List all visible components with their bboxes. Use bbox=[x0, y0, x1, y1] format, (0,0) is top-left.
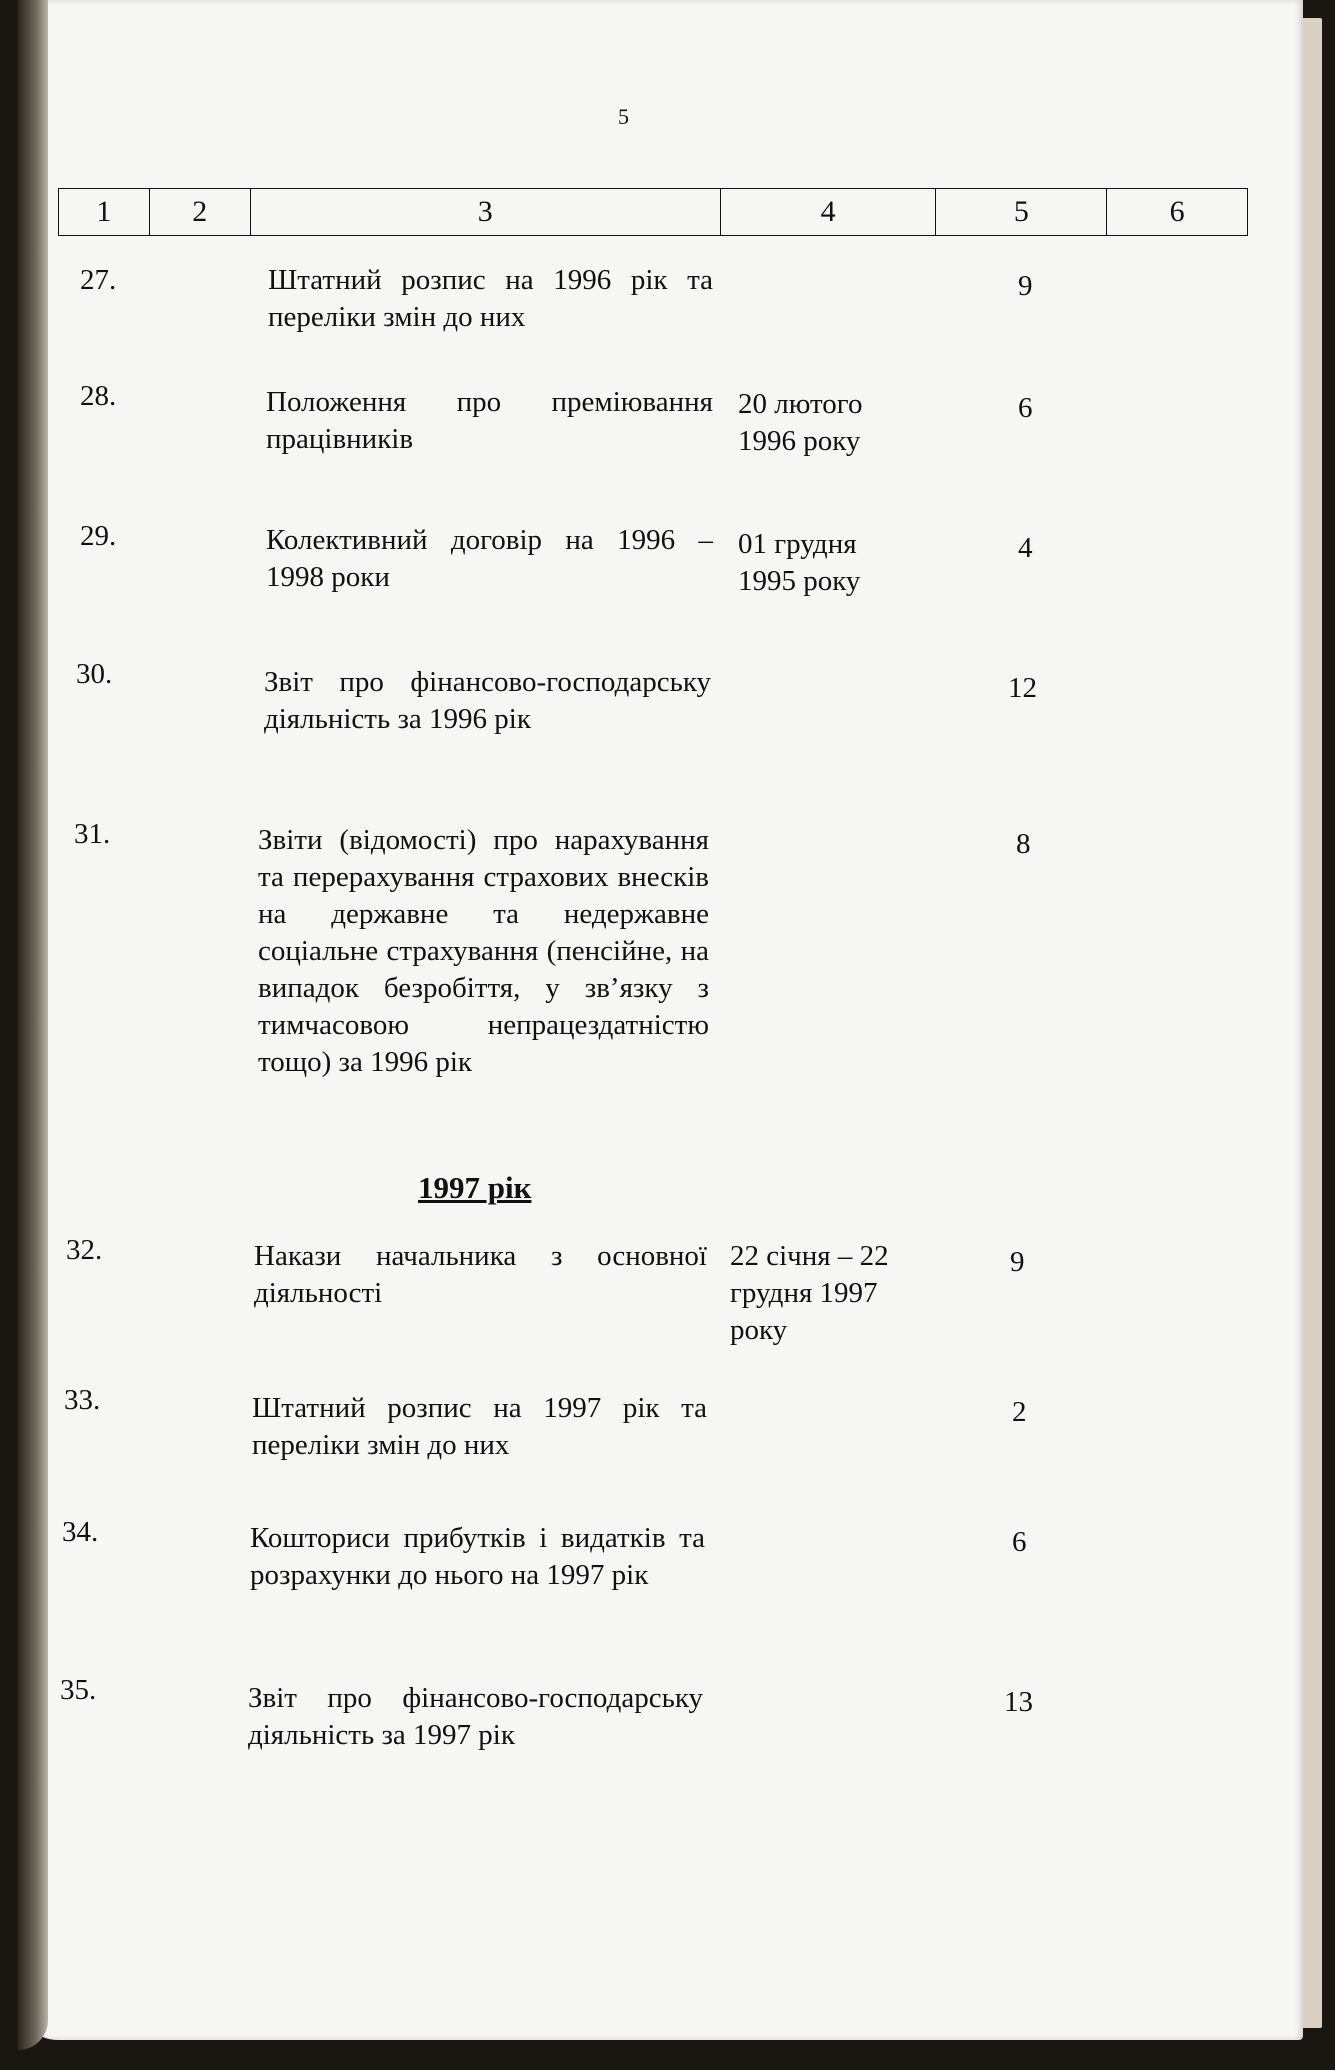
row-description: Колективний договір на 1996 – 1998 роки bbox=[266, 524, 713, 593]
column-1-header: 1 bbox=[59, 189, 150, 236]
row-count: 12 bbox=[1008, 672, 1037, 704]
column-2-header: 2 bbox=[149, 189, 250, 236]
year-heading: 1997 рік bbox=[418, 1170, 532, 1205]
column-4-header: 4 bbox=[720, 189, 936, 236]
row-description: Звіт про фінансово-господарську діяльність за 1996 рік bbox=[264, 666, 711, 735]
row-number: 34. bbox=[62, 1516, 99, 1548]
row-count: 8 bbox=[1016, 828, 1031, 860]
row-count: 6 bbox=[1018, 392, 1033, 424]
row-description: Звіт про фінансово-господарську діяльність за 1997 рік bbox=[248, 1682, 703, 1751]
row-description: Накази начальника з основної діяльності bbox=[254, 1240, 707, 1309]
binding-edge bbox=[18, 0, 48, 2050]
row-count: 2 bbox=[1012, 1396, 1027, 1428]
row-count: 13 bbox=[1004, 1686, 1033, 1718]
row-description: Штатний розпис на 1996 рік та переліки змін до них bbox=[268, 264, 713, 333]
row-description: Звіти (відомості) про нарахування та перерахування страхових внесків на державне та недержавне соціальне страхування (пенсійне, на випадок безробіття, у зв’язку з тимчасовою непрацездатністю тощо) за 1996 рік bbox=[258, 824, 709, 1078]
row-description: Положення про преміювання працівників bbox=[266, 386, 713, 455]
column-6-header: 6 bbox=[1107, 189, 1248, 236]
row-number: 28. bbox=[80, 380, 117, 412]
column-3-header: 3 bbox=[250, 189, 720, 236]
row-count: 9 bbox=[1018, 270, 1033, 302]
row-count: 9 bbox=[1010, 1246, 1025, 1278]
row-date: 20 лютого 1996 року bbox=[738, 388, 863, 457]
row-number: 31. bbox=[74, 818, 111, 850]
row-count: 4 bbox=[1018, 532, 1033, 564]
row-date: 22 січня – 22 грудня 1997 року bbox=[730, 1240, 889, 1346]
row-count: 6 bbox=[1012, 1526, 1027, 1558]
row-number: 27. bbox=[80, 264, 117, 296]
row-description: Кошториси прибутків і видатків та розрахунки до нього на 1997 рік bbox=[250, 1522, 705, 1591]
row-number: 32. bbox=[66, 1234, 103, 1266]
row-number: 33. bbox=[64, 1384, 101, 1416]
row-number: 30. bbox=[76, 658, 113, 690]
row-number: 29. bbox=[80, 520, 117, 552]
column-header-table bbox=[58, 188, 1248, 236]
page-number: 5 bbox=[618, 104, 629, 129]
column-5-header: 5 bbox=[936, 189, 1107, 236]
row-description: Штатний розпис на 1997 рік та переліки змін до них bbox=[252, 1392, 707, 1461]
row-date: 01 грудня 1995 року bbox=[738, 528, 861, 597]
row-number: 35. bbox=[60, 1674, 97, 1706]
